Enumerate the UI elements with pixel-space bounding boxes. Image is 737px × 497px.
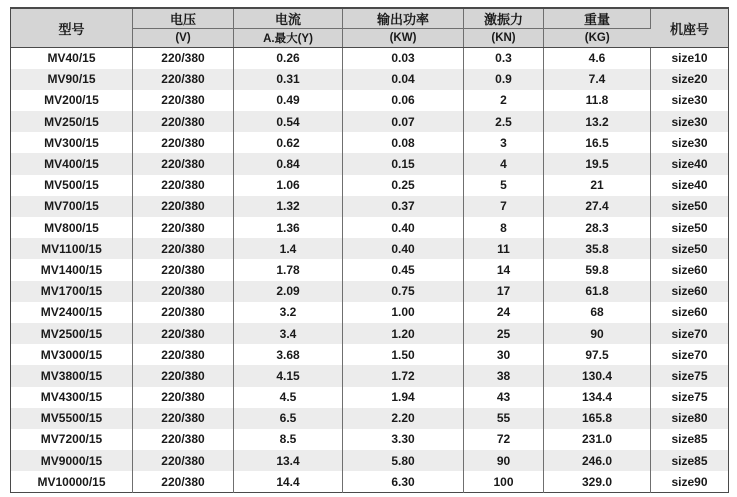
table-cell: size30 (651, 132, 729, 153)
table-row (11, 69, 729, 90)
unit-exciting-force: (KN) (464, 29, 544, 48)
table-cell: 220/380 (133, 302, 234, 323)
table-cell: 220/380 (133, 429, 234, 450)
table-cell: 61.8 (544, 281, 651, 302)
col-header-current: 电流 (234, 8, 343, 29)
table-row (11, 450, 729, 471)
table-cell: 59.8 (544, 259, 651, 280)
table-cell: MV2500/15 (11, 323, 133, 344)
table-row (11, 471, 729, 492)
table-cell: MV800/15 (11, 217, 133, 238)
table-cell: 30 (464, 344, 544, 365)
table-cell: 13.4 (234, 450, 343, 471)
table-cell: 1.4 (234, 238, 343, 259)
table-cell: 2.5 (464, 111, 544, 132)
table-body (11, 48, 729, 493)
table-cell: MV90/15 (11, 69, 133, 90)
table-cell: 220/380 (133, 471, 234, 492)
table-cell: 220/380 (133, 48, 234, 69)
table-cell: 134.4 (544, 387, 651, 408)
col-header-voltage: 电压 (133, 8, 234, 29)
table-cell: 0.04 (343, 69, 464, 90)
table-cell: 8.5 (234, 429, 343, 450)
table-cell: 1.94 (343, 387, 464, 408)
table-cell: 0.15 (343, 153, 464, 174)
table-cell: 3 (464, 132, 544, 153)
table-cell: size40 (651, 175, 729, 196)
table-cell: MV400/15 (11, 153, 133, 174)
table-row (11, 48, 729, 69)
col-header-exciting-force: 激振力 (464, 8, 544, 29)
table-cell: 220/380 (133, 259, 234, 280)
table-cell: 0.84 (234, 153, 343, 174)
table-cell: 11 (464, 238, 544, 259)
table-cell: 2.20 (343, 408, 464, 429)
table-cell: 220/380 (133, 153, 234, 174)
table-cell: 0.26 (234, 48, 343, 69)
table-cell: 220/380 (133, 111, 234, 132)
table-row (11, 323, 729, 344)
table-cell: 25 (464, 323, 544, 344)
table-cell: 4.15 (234, 365, 343, 386)
table-cell: 246.0 (544, 450, 651, 471)
table-cell: size60 (651, 302, 729, 323)
table-cell: 19.5 (544, 153, 651, 174)
table-cell: size50 (651, 217, 729, 238)
table-cell: 6.30 (343, 471, 464, 492)
table-cell: 43 (464, 387, 544, 408)
motor-spec-table (10, 7, 729, 493)
table-cell: size30 (651, 111, 729, 132)
table-cell: size70 (651, 323, 729, 344)
table-cell: 100 (464, 471, 544, 492)
table-cell: MV10000/15 (11, 471, 133, 492)
table-cell: MV200/15 (11, 90, 133, 111)
table-cell: MV5500/15 (11, 408, 133, 429)
table-row (11, 387, 729, 408)
table-row (11, 90, 729, 111)
table-cell: 38 (464, 365, 544, 386)
table-cell: 0.08 (343, 132, 464, 153)
table-cell: 90 (464, 450, 544, 471)
col-header-frame-size: 机座号 (651, 8, 729, 48)
table-row (11, 429, 729, 450)
table-cell: 329.0 (544, 471, 651, 492)
unit-current: A.最大(Y) (234, 29, 343, 48)
table-cell: MV2400/15 (11, 302, 133, 323)
table-cell: 7 (464, 196, 544, 217)
table-cell: 72 (464, 429, 544, 450)
table-cell: size80 (651, 408, 729, 429)
table-cell: size50 (651, 196, 729, 217)
table-cell: 1.00 (343, 302, 464, 323)
table-cell: 220/380 (133, 217, 234, 238)
table-cell: MV9000/15 (11, 450, 133, 471)
table-cell: size30 (651, 90, 729, 111)
table-cell: 4 (464, 153, 544, 174)
table-cell: 3.4 (234, 323, 343, 344)
table-cell: 11.8 (544, 90, 651, 111)
table-cell: 0.31 (234, 69, 343, 90)
table-row (11, 111, 729, 132)
col-header-model: 型号 (11, 8, 133, 48)
table-cell: 220/380 (133, 69, 234, 90)
table-cell: 4.5 (234, 387, 343, 408)
table-cell: 7.4 (544, 69, 651, 90)
table-cell: size70 (651, 344, 729, 365)
table-cell: size90 (651, 471, 729, 492)
table-cell: 21 (544, 175, 651, 196)
table-cell: MV3000/15 (11, 344, 133, 365)
table-cell: 1.20 (343, 323, 464, 344)
table-cell: 0.75 (343, 281, 464, 302)
table-cell: 6.5 (234, 408, 343, 429)
table-cell: MV40/15 (11, 48, 133, 69)
table-cell: 14 (464, 259, 544, 280)
table-cell: 0.03 (343, 48, 464, 69)
table-cell: 220/380 (133, 387, 234, 408)
table-cell: 0.9 (464, 69, 544, 90)
table-cell: 220/380 (133, 196, 234, 217)
table-cell: 97.5 (544, 344, 651, 365)
table-cell: MV1700/15 (11, 281, 133, 302)
table-cell: 165.8 (544, 408, 651, 429)
table-cell: MV3800/15 (11, 365, 133, 386)
table-cell: MV700/15 (11, 196, 133, 217)
table-cell: 13.2 (544, 111, 651, 132)
table-cell: 28.3 (544, 217, 651, 238)
table-cell: 3.68 (234, 344, 343, 365)
table-cell: 1.06 (234, 175, 343, 196)
table-cell: 220/380 (133, 238, 234, 259)
table-cell: 220/380 (133, 175, 234, 196)
table-cell: size85 (651, 429, 729, 450)
table-row (11, 132, 729, 153)
table-cell: 4.6 (544, 48, 651, 69)
table-cell: 130.4 (544, 365, 651, 386)
table-cell: 5 (464, 175, 544, 196)
table-cell: 1.50 (343, 344, 464, 365)
table-cell: 14.4 (234, 471, 343, 492)
table-cell: size75 (651, 365, 729, 386)
table-row (11, 217, 729, 238)
table-cell: 1.32 (234, 196, 343, 217)
table-cell: 16.5 (544, 132, 651, 153)
table-cell: 220/380 (133, 344, 234, 365)
table-cell: 5.80 (343, 450, 464, 471)
table-cell: 0.62 (234, 132, 343, 153)
table-cell: 3.2 (234, 302, 343, 323)
table-cell: MV250/15 (11, 111, 133, 132)
header-row-labels (11, 8, 729, 29)
table-row (11, 344, 729, 365)
table-cell: 0.40 (343, 238, 464, 259)
table-cell: 0.54 (234, 111, 343, 132)
table-cell: 0.49 (234, 90, 343, 111)
table-cell: 0.25 (343, 175, 464, 196)
table-row (11, 302, 729, 323)
table-cell: 0.40 (343, 217, 464, 238)
unit-output-power: (KW) (343, 29, 464, 48)
table-cell: 231.0 (544, 429, 651, 450)
table-cell: 3.30 (343, 429, 464, 450)
spec-table-container (10, 7, 729, 493)
unit-weight: (KG) (544, 29, 651, 48)
table-cell: 17 (464, 281, 544, 302)
table-cell: size10 (651, 48, 729, 69)
table-cell: 55 (464, 408, 544, 429)
table-cell: 2.09 (234, 281, 343, 302)
table-row (11, 196, 729, 217)
table-cell: size40 (651, 153, 729, 174)
unit-voltage: (V) (133, 29, 234, 48)
table-cell: MV300/15 (11, 132, 133, 153)
table-row (11, 238, 729, 259)
table-cell: 220/380 (133, 132, 234, 153)
table-cell: MV4300/15 (11, 387, 133, 408)
table-cell: 220/380 (133, 450, 234, 471)
table-cell: size60 (651, 281, 729, 302)
col-header-weight: 重量 (544, 8, 651, 29)
table-row (11, 365, 729, 386)
table-cell: 0.37 (343, 196, 464, 217)
table-cell: MV500/15 (11, 175, 133, 196)
table-row (11, 281, 729, 302)
table-cell: size50 (651, 238, 729, 259)
table-cell: 0.06 (343, 90, 464, 111)
table-cell: 2 (464, 90, 544, 111)
table-cell: 0.07 (343, 111, 464, 132)
table-cell: 220/380 (133, 90, 234, 111)
table-cell: 220/380 (133, 365, 234, 386)
table-cell: 0.3 (464, 48, 544, 69)
table-cell: 90 (544, 323, 651, 344)
table-cell: size20 (651, 69, 729, 90)
table-cell: 1.78 (234, 259, 343, 280)
table-cell: 1.72 (343, 365, 464, 386)
table-cell: 24 (464, 302, 544, 323)
table-cell: size85 (651, 450, 729, 471)
table-cell: 220/380 (133, 323, 234, 344)
table-cell: MV7200/15 (11, 429, 133, 450)
col-header-output-power: 输出功率 (343, 8, 464, 29)
table-header (11, 8, 729, 48)
table-row (11, 259, 729, 280)
table-cell: 1.36 (234, 217, 343, 238)
table-cell: 220/380 (133, 281, 234, 302)
table-cell: 35.8 (544, 238, 651, 259)
table-row (11, 153, 729, 174)
table-cell: 27.4 (544, 196, 651, 217)
table-row (11, 408, 729, 429)
table-cell: size60 (651, 259, 729, 280)
table-cell: MV1100/15 (11, 238, 133, 259)
table-row (11, 175, 729, 196)
table-cell: size75 (651, 387, 729, 408)
table-cell: 8 (464, 217, 544, 238)
table-cell: 220/380 (133, 408, 234, 429)
table-cell: MV1400/15 (11, 259, 133, 280)
table-cell: 68 (544, 302, 651, 323)
table-cell: 0.45 (343, 259, 464, 280)
